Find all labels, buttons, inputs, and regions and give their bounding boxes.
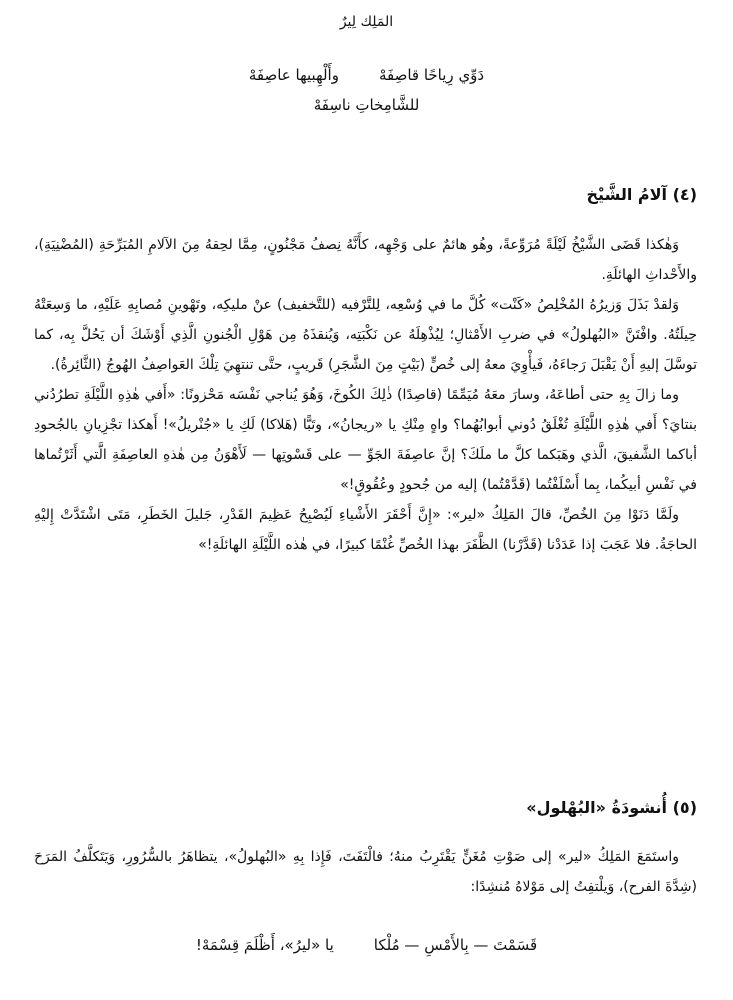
verse-hemistich-right: دَوِّي رِياحًا قاصِفَهْ bbox=[378, 66, 485, 84]
verse-hemistich-right: قَسَمْتَ — بِالأَمْسِ — مُلْكا bbox=[373, 936, 538, 954]
section-4-title: (٤) آلامُ الشَّيْخ bbox=[586, 185, 697, 204]
paragraph: وَلقدْ بَذَلَ وَزيرُهُ المُخْلِصُ «كَنْت» كُلَّ ما في وُسْعِه، لِلتَّرْفيه (للتَّخفيف) عنْ مليكِه، وتَهْوينِ مُصابِهِ عَلَيْهِ، ما وَسِعَتْهُ حِيلَتُهُ. وافْتَنَّ «البُهلولُ» في ضربِ الأَمْثالِ؛ لِيُذْهِلَهُ عن نَكْبَتِه، وَيُنقذَهُ مِن هَوْلِ الْجُنونِ الَّذِي أَوْشَكَ أن يَحُلَّ بِه، كما توسَّلَ إليهِ أَنْ يَقْبَلَ رَجاءَهُ، فَيأْوِيَ معهُ إلى خُصٍّ (بَيْتٍ مِنَ الشَّجَرِ) قَريبٍ، حتَّى تنتهِيَ تِلْكَ العَواصِفُ الهُوجُ (الثَّائِرةُ). bbox=[34, 297, 697, 373]
opening-verse-line-1 bbox=[0, 64, 733, 86]
running-head: المَلِك لِيرٌ bbox=[339, 14, 394, 30]
verse-hemistich-left: وأَلْهِبيها عاصِفَهْ bbox=[248, 66, 339, 84]
closing-verse bbox=[0, 934, 733, 956]
paragraph: ولَمَّا دَنَوْا مِنَ الخُصِّ، قالَ المَلِكُ «لير»: «إِنَّ أَحْقَرَ الأَشْياءِ لَيُصْبِحُ عَظِيمَ القَدْرِ، جَليلَ الخَطَرِ، مَتَى اشْتَدَّتْ إِليْهِ الحاجَةُ. فلا عَجَبَ إذا عَدَدْنا (قَدَّرْنا) الظَّفَرَ بهذا الخُصِّ غُنْمًا كبيرًا، في هٰذه اللَّيْلَةِ الهائلَةِ!» bbox=[34, 507, 697, 553]
section-4-body bbox=[34, 230, 697, 560]
paragraph: وَهٰكذا قَضَى الشَّيْخُ لَيْلَةً مُرَوِّعةً، وهُو هائمٌ على وَجْهِه، كأَنَّهُ نِصفُ مَجْنُونٍ، مِمَّا لحِقهُ مِنَ الآلامِ المُبَرِّحَةِ (المُضْنِيَةِ)، والأَحْداثِ الهائلَةِ. bbox=[34, 237, 697, 283]
section-5-title: (٥) أُنشودَةُ «البُهْلول» bbox=[526, 798, 697, 817]
paragraph: واستَمَعَ المَلِكُ «لير» إلى صَوْتِ مُغَنٍّ يَقْتَرِبُ منهُ؛ فالْتَفَتَ، فَإِذا بِهِ «البُهلولُ»، يتظاهَرُ بالسُّرُورِ، وَيَتَكلَّفُ المَرَحَ (شِدَّةَ الفرح)، وَيلْتفِتُ إلى مَوْلاهُ مُنشِدًا: bbox=[34, 849, 697, 895]
opening-verse-line-2: للشَّامِخاتِ ناسِفَهْ bbox=[313, 96, 420, 114]
section-5-body bbox=[34, 842, 697, 902]
paragraph: وما زالَ بِهِ حتى أطاعَهُ، وسارَ معَهُ مُيَمِّمًا (قاصِدًا) ذٰلِكَ الكُوخَ، وَهُوَ يُناجي نَفْسَه مَحْزونًا: «أَفي هٰذِهِ اللَّيْلَةِ تطرُدُني بنتايَ؟ أَفي هٰذِهِ اللَّيْلَةِ تُغْلَقُ دُوني أبوابُهُما؟ واهٍ مِنْكِ يا «ريجانُ»، وتَبًّا (هَلاكا) لَكِ يا «جُنْريلُ»! أَهكذا تجْزِيانِ بالجُحودِ أباكما الشَّفيقَ، الَّذي وهَبَكما كلَّ ما ملَكَ؟ إنَّ عاصِفَةَ الجَوِّ — على قَسْوتِها — لَأَهْوَنُ مِن هٰذهِ العاصِفَةِ الَّتي أَثَرْتُماها في نَفْسِ أبيكُما، بِما أَسْلَفْتُما (قَدَّمْتُما) إليه من جُحودٍ وعُقُوقٍ!» bbox=[34, 387, 697, 493]
verse-hemistich-left: يا «ليرُ»، أَظْلَمَ قِسْمَهْ! bbox=[195, 936, 334, 954]
